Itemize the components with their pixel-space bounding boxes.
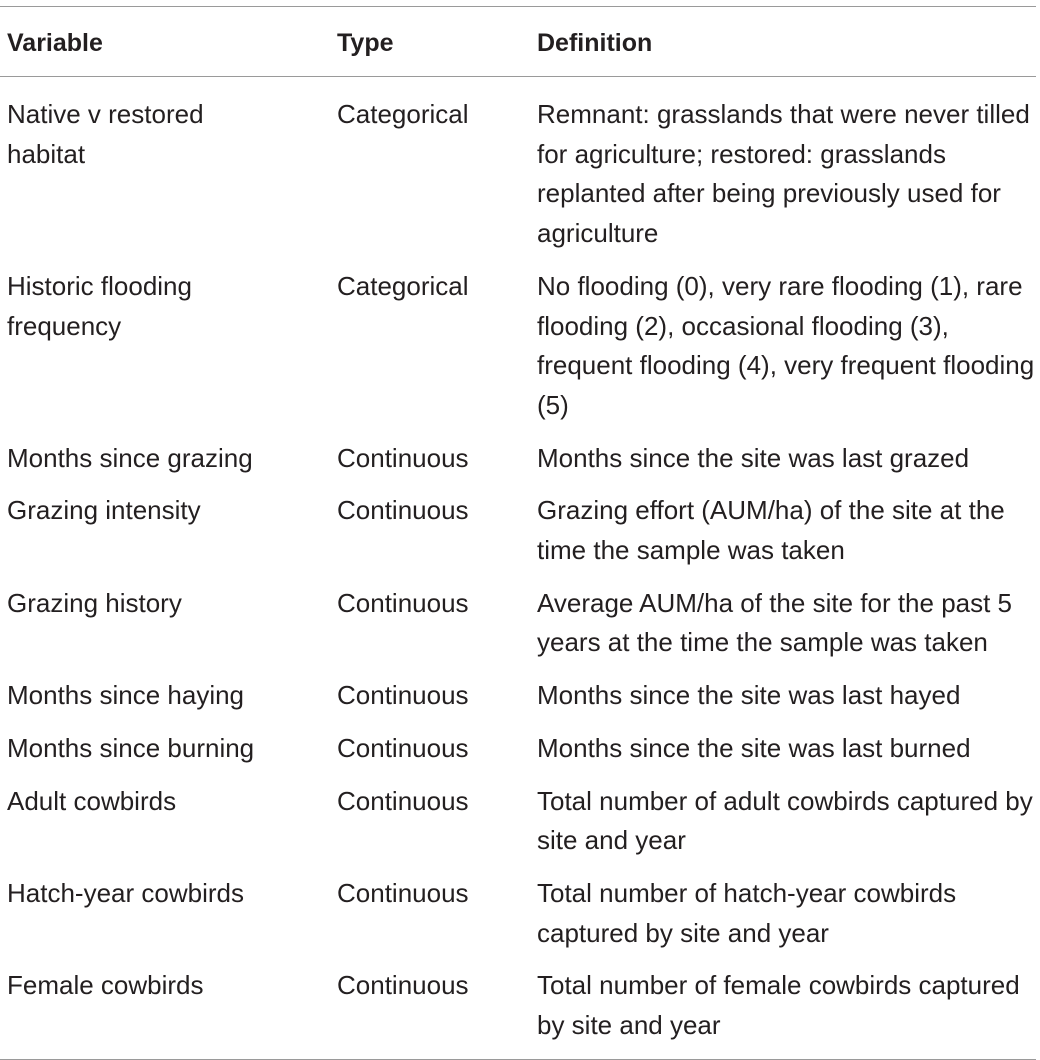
cell-definition: No flooding (0), very rare flooding (1), rare flooding (2), occasional flooding (3), frequent flooding (4), very frequent flooding (5)	[537, 270, 1035, 420]
cell-definition: Months since the site was last hayed	[537, 680, 961, 711]
cell-type: Categorical	[337, 99, 469, 129]
cell-variable: Hatch-year cowbirds	[7, 877, 244, 908]
table-row	[0, 433, 1036, 486]
table-row	[0, 670, 1036, 723]
table-row	[0, 261, 1036, 433]
table-row	[0, 776, 1036, 868]
cell-definition: Months since the site was last burned	[537, 732, 971, 763]
cell-definition: Months since the site was last grazed	[537, 442, 970, 473]
cell-definition: Total number of female cowbirds captured by site and year	[537, 970, 1020, 1041]
cell-definition: Average AUM/ha of the site for the past 5 years at the time the sample was taken	[537, 587, 1013, 658]
cell-type: Continuous	[337, 442, 469, 473]
cell-type: Continuous	[337, 970, 469, 1001]
header-definition: Definition	[537, 28, 653, 57]
table-row	[0, 868, 1036, 960]
cell-type: Continuous	[337, 785, 469, 816]
cell-variable: Adult cowbirds	[7, 785, 177, 816]
table-row	[0, 83, 1036, 261]
table-row	[0, 723, 1036, 776]
cell-type: Continuous	[337, 680, 469, 711]
cell-variable: Months since grazing	[7, 442, 253, 473]
cell-type: Continuous	[337, 732, 469, 763]
cell-definition: Remnant: grasslands that were never tilled for agriculture; restored: grasslands replanted after being previously used for agriculture	[537, 99, 1030, 249]
cell-type: Categorical	[337, 270, 469, 301]
cell-variable: Female cowbirds	[7, 970, 204, 1001]
table-row	[0, 485, 1036, 577]
table-header	[0, 7, 1036, 76]
cell-variable: Grazing history	[7, 587, 182, 618]
cell-definition: Total number of hatch-year cowbirds captured by site and year	[537, 877, 957, 948]
cell-type: Continuous	[337, 877, 469, 908]
variables-table	[0, 6, 1036, 1060]
table-body	[0, 77, 1036, 1059]
table-row	[0, 578, 1036, 670]
cell-variable: Native v restored habitat	[7, 99, 204, 169]
header-variable: Variable	[7, 28, 103, 57]
cell-type: Continuous	[337, 495, 469, 526]
header-type: Type	[337, 28, 394, 57]
cell-definition: Grazing effort (AUM/ha) of the site at the time the sample was taken	[537, 495, 1005, 566]
table-row	[0, 960, 1036, 1052]
cell-variable: Months since haying	[7, 680, 245, 711]
cell-variable: Months since burning	[7, 732, 255, 763]
cell-variable: Historic flooding frequency	[7, 270, 192, 341]
cell-definition: Total number of adult cowbirds captured by site and year	[537, 785, 1033, 856]
cell-type: Continuous	[337, 587, 469, 618]
cell-variable: Grazing intensity	[7, 495, 201, 526]
